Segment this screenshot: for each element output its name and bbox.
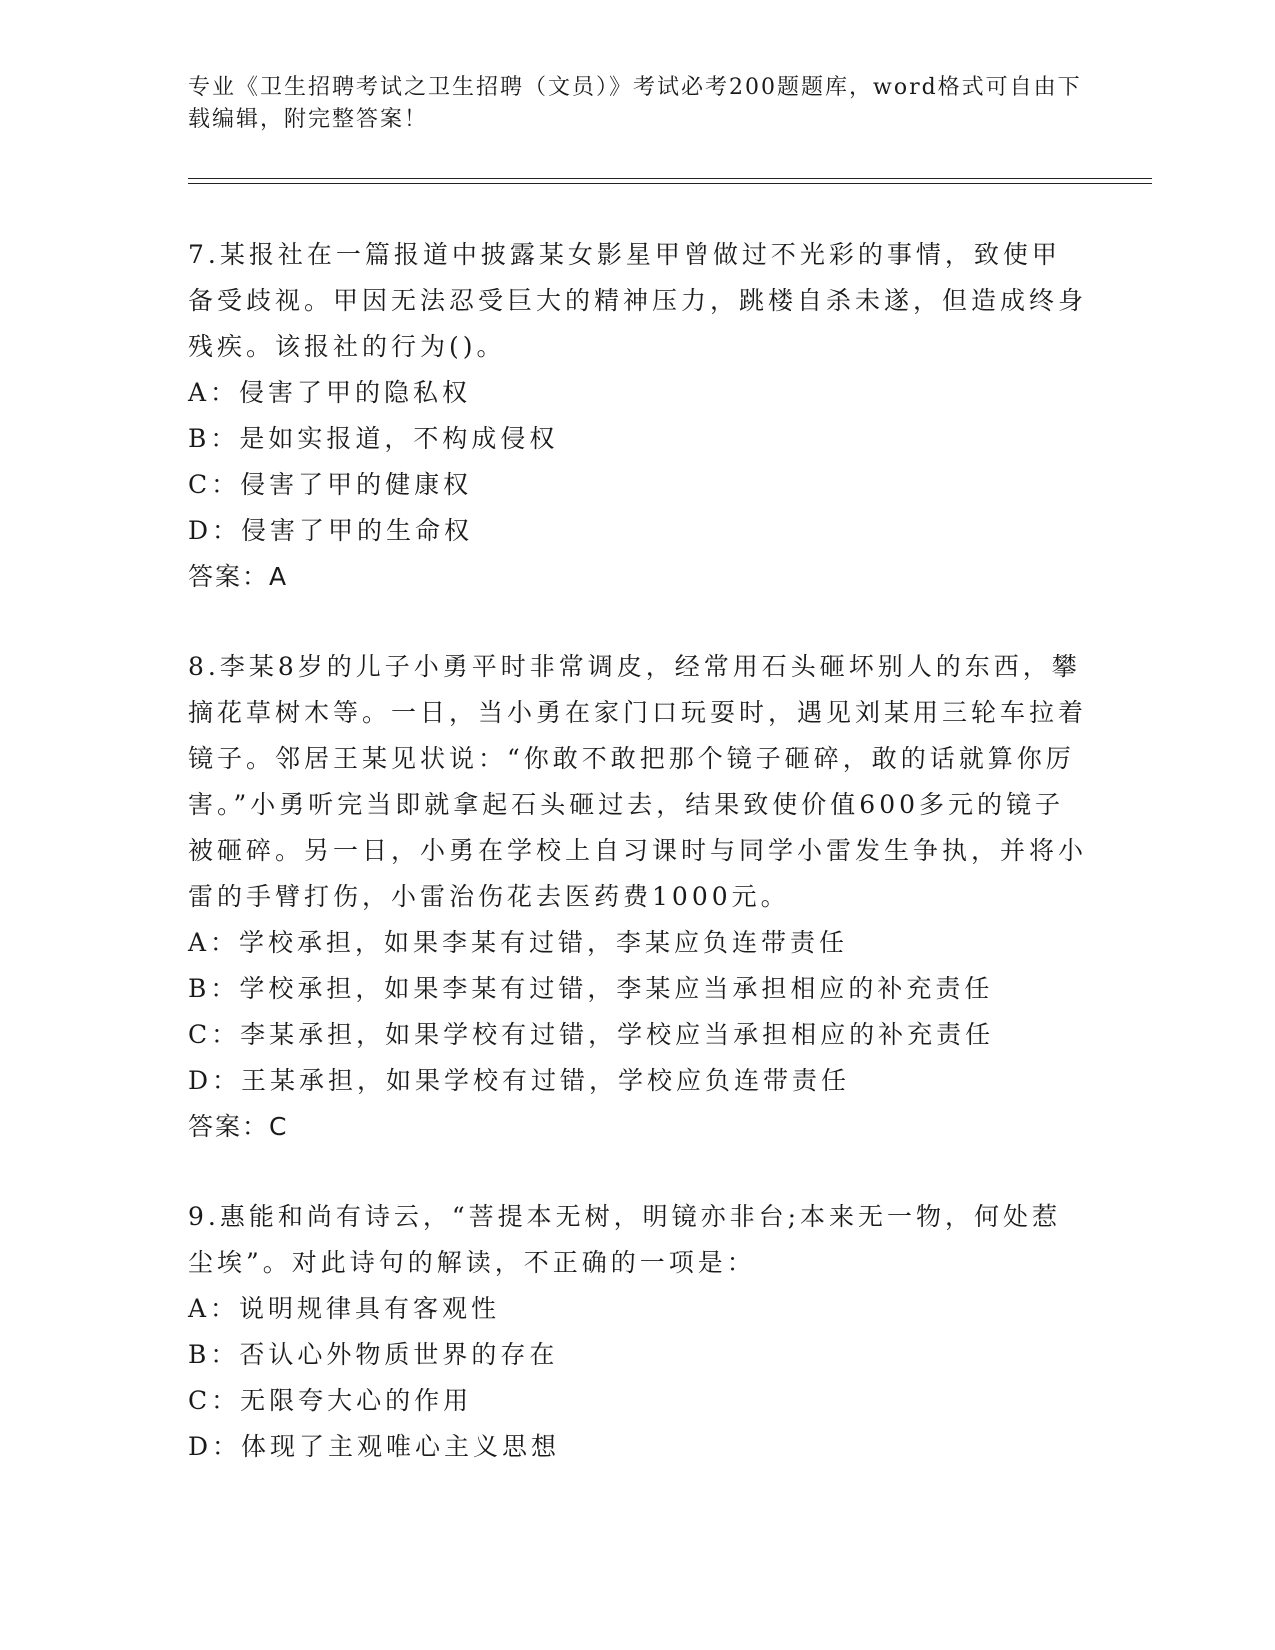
question-9 — [188, 1194, 1088, 1470]
document-header: 专业《卫生招聘考试之卫生招聘（文员）》考试必考200题题库，word格式可自由下载编辑，附完整答案！ — [188, 75, 1082, 132]
option-b: B：学校承担，如果李某有过错，李某应当承担相应的补充责任 — [188, 974, 994, 1003]
question-7 — [188, 232, 1088, 600]
question-8 — [188, 644, 1088, 1150]
option-d: D：体现了主观唯心主义思想 — [188, 1432, 561, 1461]
header-divider-top — [188, 178, 1152, 179]
header-divider-bottom — [188, 183, 1152, 184]
option-a: A：学校承担，如果李某有过错，李某应负连带责任 — [188, 928, 849, 957]
option-d: D：侵害了甲的生命权 — [188, 516, 474, 545]
question-list — [188, 232, 1088, 1514]
answer-line: 答案：C — [188, 1112, 289, 1141]
question-stem: 9.惠能和尚有诗云，“菩提本无树，明镜亦非台;本来无一物，何处惹尘埃”。对此诗句的解读，不正确的一项是： — [188, 1202, 1062, 1277]
question-stem: 8.李某8岁的儿子小勇平时非常调皮，经常用石头砸坏别人的东西，攀摘花草树木等。一日，当小勇在家门口玩耍时，遇见刘某用三轮车拉着镜子。邻居王某见状说：“你敢不敢把那个镜子砸碎，敢的话就算你厉害。”小勇听完当即就拿起石头砸过去，结果致使价值600多元的镜子被砸碎。另一日，小勇在学校上自习课时与同学小雷发生争执，并将小雷的手臂打伤，小雷治伤花去医药费1000元。 — [188, 652, 1088, 911]
option-a: A：说明规律具有客观性 — [188, 1294, 501, 1323]
question-stem: 7.某报社在一篇报道中披露某女影星甲曾做过不光彩的事情，致使甲备受歧视。甲因无法忍受巨大的精神压力，跳楼自杀未遂，但造成终身残疾。该报社的行为()。 — [188, 240, 1088, 361]
option-c: C：侵害了甲的健康权 — [188, 470, 473, 499]
option-d: D：王某承担，如果学校有过错，学校应负连带责任 — [188, 1066, 851, 1095]
option-a: A：侵害了甲的隐私权 — [188, 378, 472, 407]
answer-line: 答案：A — [188, 562, 289, 591]
option-b: B：否认心外物质世界的存在 — [188, 1340, 559, 1369]
option-c: C：李某承担，如果学校有过错，学校应当承担相应的补充责任 — [188, 1020, 995, 1049]
option-c: C：无限夸大心的作用 — [188, 1386, 473, 1415]
option-b: B：是如实报道，不构成侵权 — [188, 424, 559, 453]
